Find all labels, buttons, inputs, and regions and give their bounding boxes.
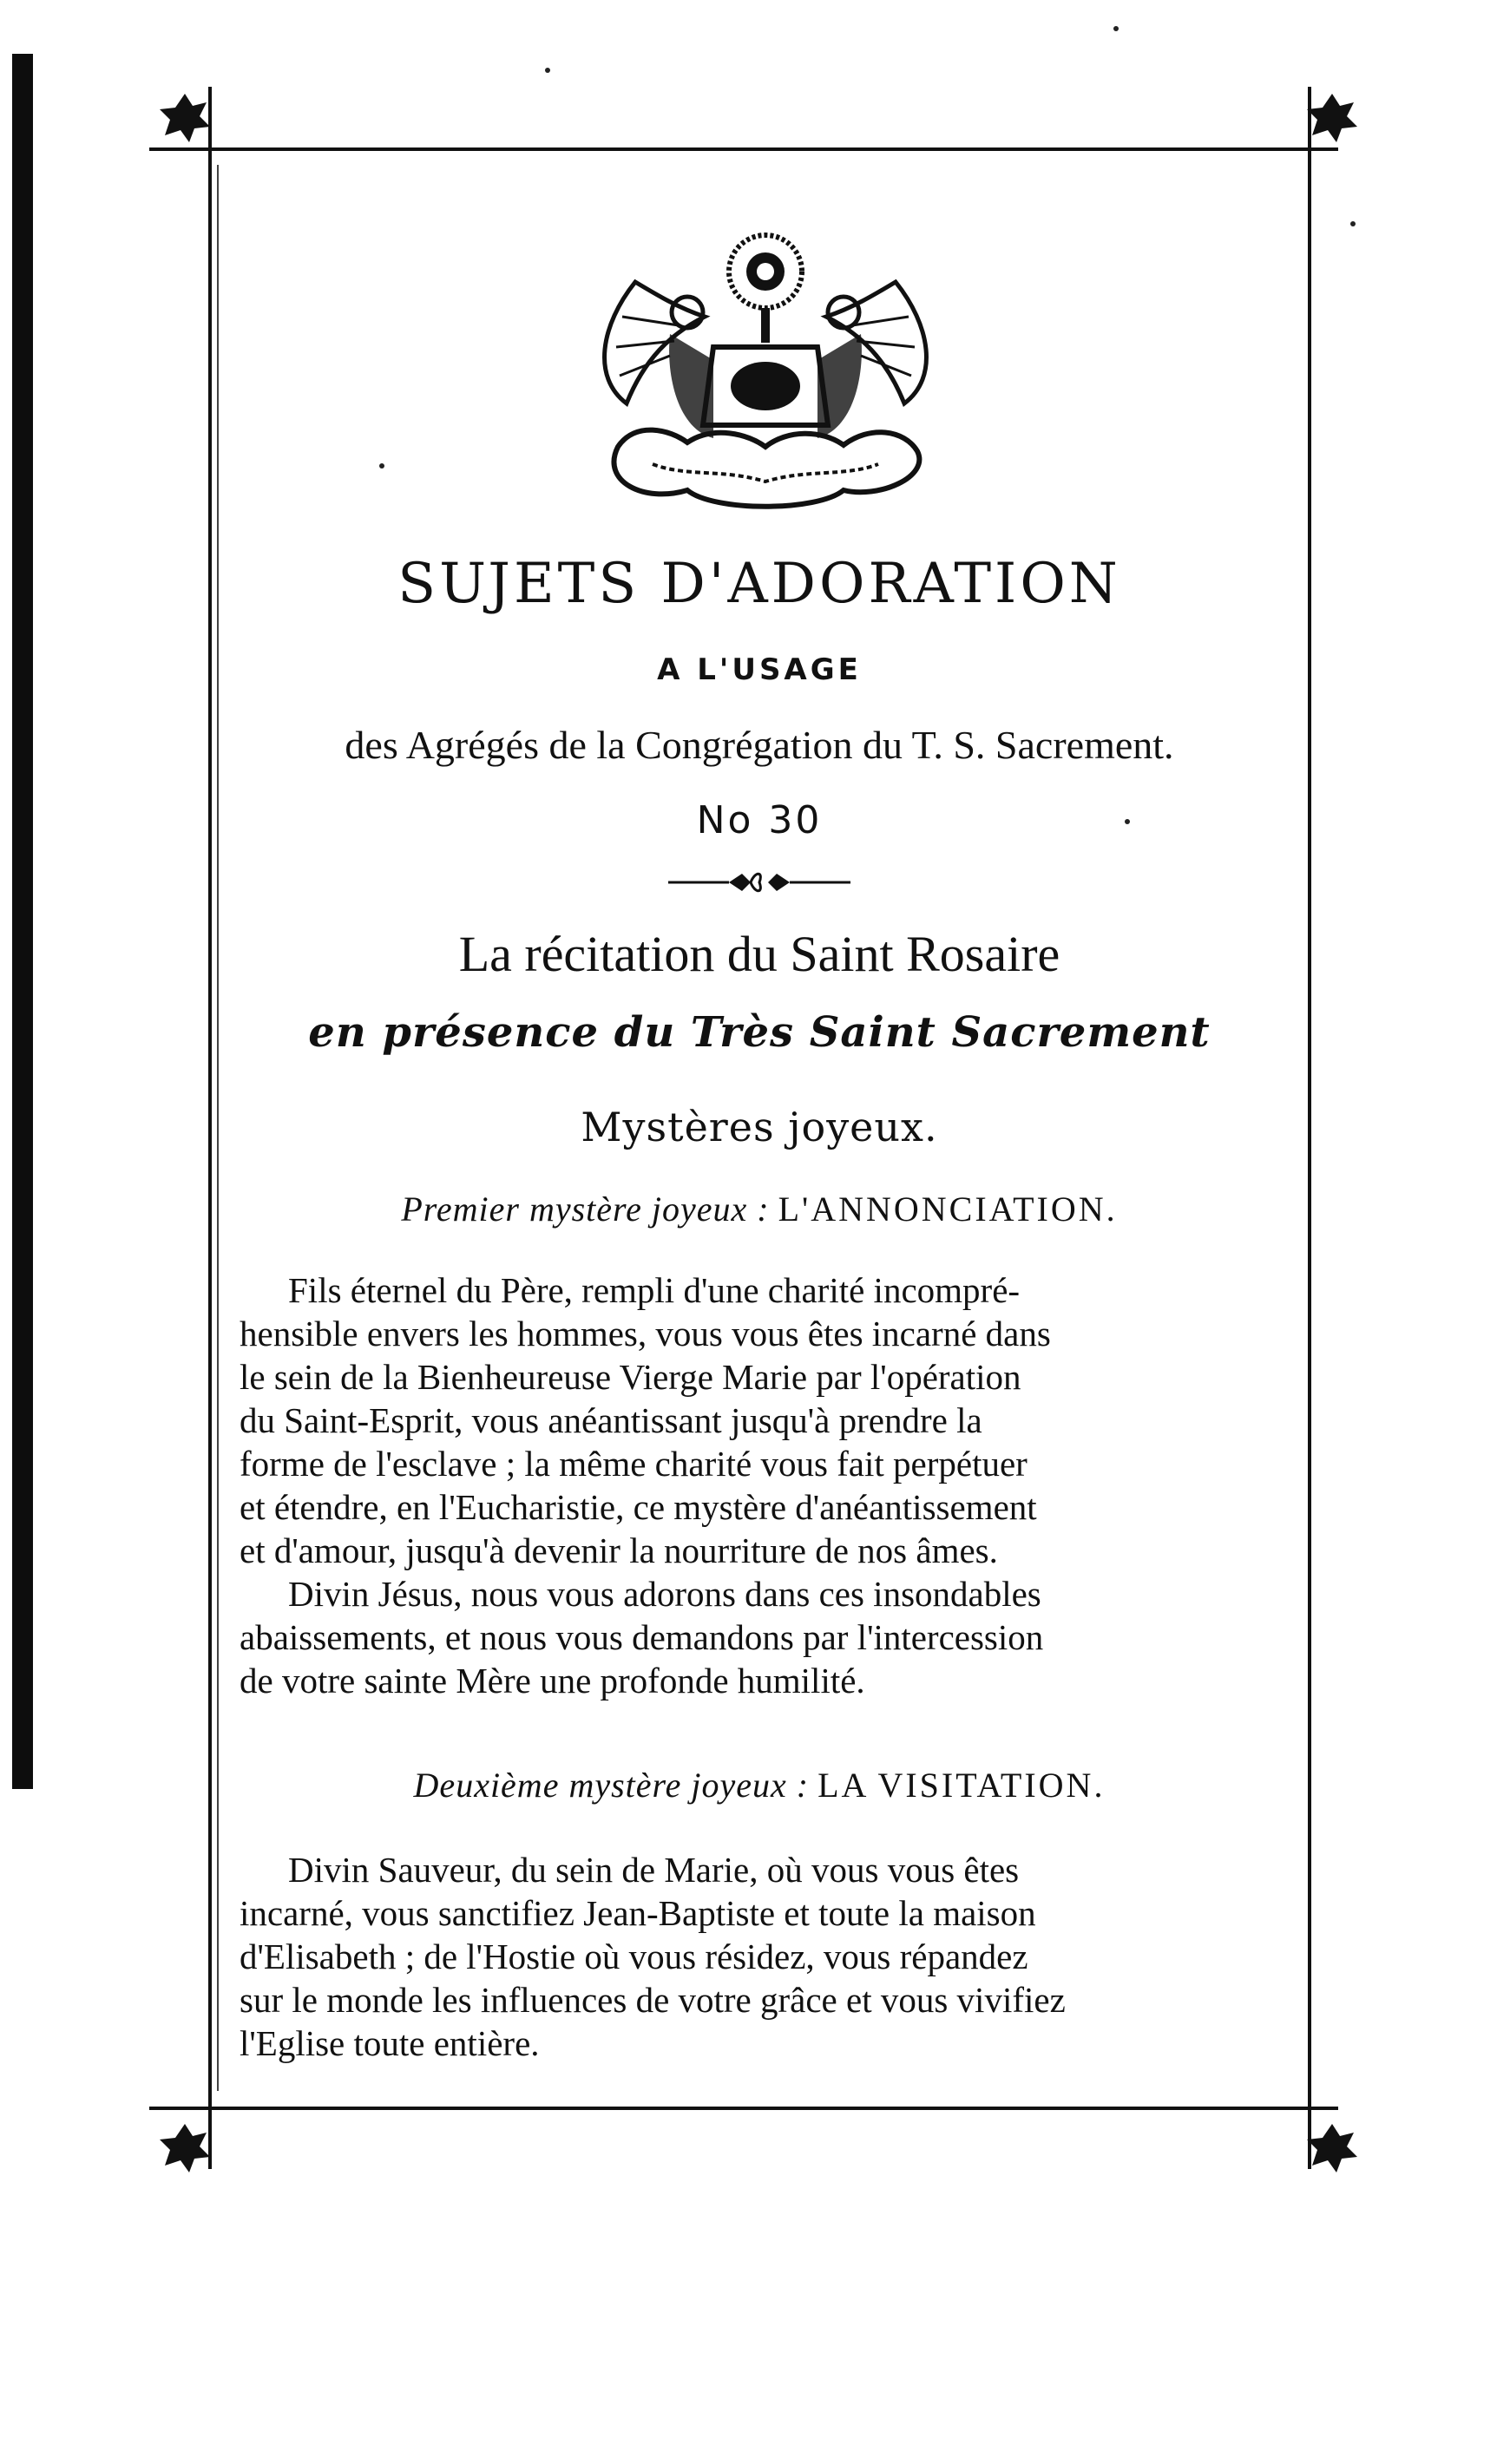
text-line: Fils éternel du Père, rempli d'une charité incompré-	[288, 1270, 1021, 1310]
vine-leaf-ornament-icon	[1302, 87, 1362, 147]
usage-line: A L'USAGE	[657, 652, 862, 687]
text-line: et étendre, en l'Eucharistie, ce mystère d'anéantissement	[240, 1487, 1037, 1527]
text-line: incarné, vous sanctifiez Jean-Baptiste et toute la maison	[240, 1893, 1036, 1933]
text-line: sur le monde les influences de votre grâce et vous vivifiez	[240, 1980, 1066, 2020]
ink-speck	[1113, 26, 1119, 31]
section-subtitle: en présence du Très Saint Sacrement	[308, 1008, 1211, 1057]
text-line: Divin Jésus, nous vous adorons dans ces insondables	[288, 1574, 1041, 1614]
ink-speck	[1350, 221, 1356, 226]
text-line: l'Eglise toute entière.	[240, 2023, 540, 2063]
text-line: abaissements, et nous vous demandons par l'intercession	[240, 1617, 1044, 1657]
first-mystery-paragraph-1	[240, 1268, 1277, 1572]
text-line: de votre sainte Mère une profonde humilité.	[240, 1661, 865, 1701]
section-title: La récitation du Saint Rosaire	[458, 926, 1060, 982]
text-line: Divin Sauveur, du sein de Marie, où vous vous êtes	[288, 1850, 1020, 1890]
first-mystery-name: L'ANNONCIATION.	[778, 1189, 1118, 1229]
mysteries-heading: Mystères joyeux.	[581, 1104, 938, 1150]
congregation-line: des Agrégés de la Congrégation du T. S. Sacrement.	[345, 723, 1174, 767]
second-mystery-heading	[213, 1765, 1306, 1805]
vine-leaf-ornament-icon	[154, 2117, 215, 2178]
vine-leaf-ornament-icon	[154, 87, 215, 147]
first-mystery-paragraph-2	[240, 1572, 1277, 1702]
ink-speck	[545, 68, 550, 73]
issue-number: No 30	[696, 798, 823, 842]
second-mystery-paragraph-1	[240, 1848, 1277, 2065]
frame-right-line	[1308, 87, 1311, 2169]
vine-leaf-ornament-icon	[1302, 2117, 1362, 2178]
frame-left-line	[208, 87, 212, 2169]
first-mystery-label: Premier mystère joyeux :	[401, 1189, 770, 1229]
text-line: d'Elisabeth ; de l'Hostie où vous résidez, vous répandez	[240, 1936, 1028, 1976]
text-line: forme de l'esclave ; la même charité vous fait perpétuer	[240, 1444, 1028, 1484]
text-line: du Saint-Esprit, vous anéantissant jusqu'à prendre la	[240, 1400, 982, 1440]
frame-top-line	[149, 147, 1338, 151]
first-mystery-heading	[213, 1189, 1306, 1229]
text-line: hensible envers les hommes, vous vous êtes incarné dans	[240, 1314, 1051, 1353]
second-mystery-name: LA VISITATION.	[817, 1766, 1106, 1805]
page-title: SUJETS D'ADORATION	[397, 552, 1121, 616]
binding-edge	[12, 54, 33, 1789]
angels-adoring-monstrance-icon	[583, 230, 948, 516]
second-mystery-label: Deuxième mystère joyeux :	[413, 1766, 810, 1805]
flourish-divider-icon	[668, 869, 850, 895]
text-line: et d'amour, jusqu'à devenir la nourriture de nos âmes.	[240, 1530, 998, 1570]
text-line: le sein de la Bienheureuse Vierge Marie par l'opération	[240, 1357, 1021, 1397]
ink-speck	[379, 463, 384, 469]
frame-bottom-line	[149, 2107, 1338, 2110]
